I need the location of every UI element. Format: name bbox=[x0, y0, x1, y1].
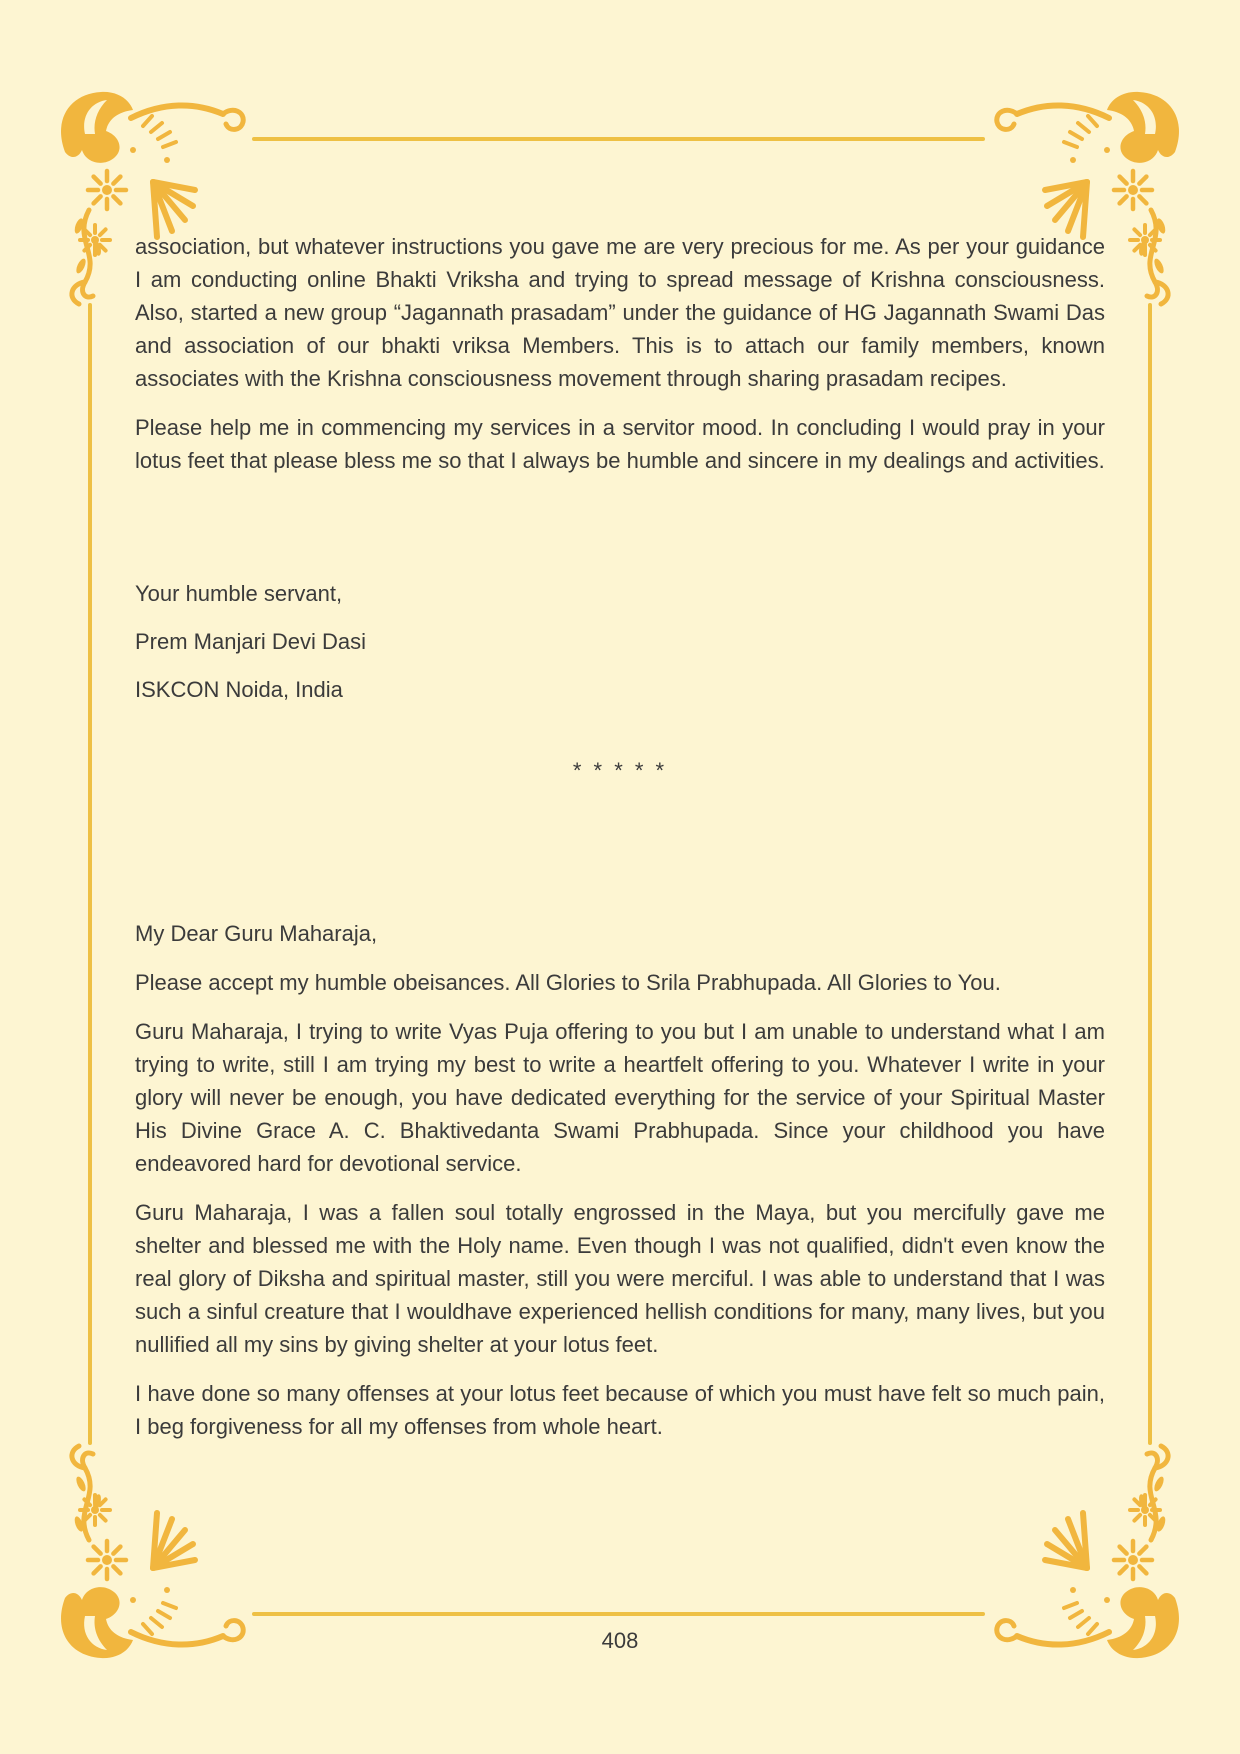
letter-paragraph: Guru Maharaja, I trying to write Vyas Puja offering to you but I am unable to understand what I am trying to write, still I am trying my best to write a heartfelt offering to you. Whatever I write in your glory will never be enough, you have dedicated everything for the service of your Spiritual Master His Divine Grace A. C. Bhaktivedanta Swami Prabhupada. Since your childhood you have endeavored hard for devotional service. bbox=[135, 1019, 1105, 1176]
letter-paragraph: Please help me in commencing my services in a servitor mood. In concluding I would pray in your lotus feet that please bless me so that I always be humble and sincere in my dealings and activities. bbox=[135, 415, 1105, 473]
stars-separator: * * * * * bbox=[572, 758, 668, 783]
letter-paragraph: I have done so many offenses at your lotus feet because of which you must have felt so much pain, I beg forgiveness for all my offenses from whole heart. bbox=[135, 1381, 1105, 1439]
signature-name: Prem Manjari Devi Dasi bbox=[135, 629, 367, 654]
letter-content bbox=[135, 230, 1105, 1459]
border-right-rule bbox=[1148, 303, 1152, 1445]
letter-paragraph: Guru Maharaja, I was a fallen soul totally engrossed in the Maya, but you mercifully gave me shelter and blessed me with the Holy name. Even though I was not qualified, didn't even know the real glory of Diksha and spiritual master, still you were merciful. I was able to understand that I was such a sinful creature that I wouldhave experienced hellish conditions for many, many lives, but you nullified all my sins by giving shelter at your lotus feet. bbox=[135, 1200, 1105, 1357]
letter-paragraph: Please accept my humble obeisances. All Glories to Srila Prabhupada. All Glories to You. bbox=[135, 970, 1001, 995]
border-top-rule bbox=[252, 137, 985, 141]
border-bottom-rule bbox=[252, 1612, 985, 1616]
signature-location: ISKCON Noida, India bbox=[135, 677, 343, 702]
page-number: 408 bbox=[601, 1628, 639, 1653]
signature-closing: Your humble servant, bbox=[135, 581, 343, 606]
letter-paragraph: association, but whatever instructions you gave me are very precious for me. As per your guidance I am conducting online Bhakti Vriksha and trying to spread message of Krishna consciousness. Also, started a new group “Jagannath prasadam” under the guidance of HG Jagannath Swami Das and association of our bhakti vriksa Members. This is to attach our family members, known associates with the Krishna consciousness movement through sharing prasadam recipes. bbox=[135, 234, 1105, 391]
border-left-rule bbox=[88, 303, 92, 1445]
salutation: My Dear Guru Maharaja, bbox=[135, 921, 378, 946]
